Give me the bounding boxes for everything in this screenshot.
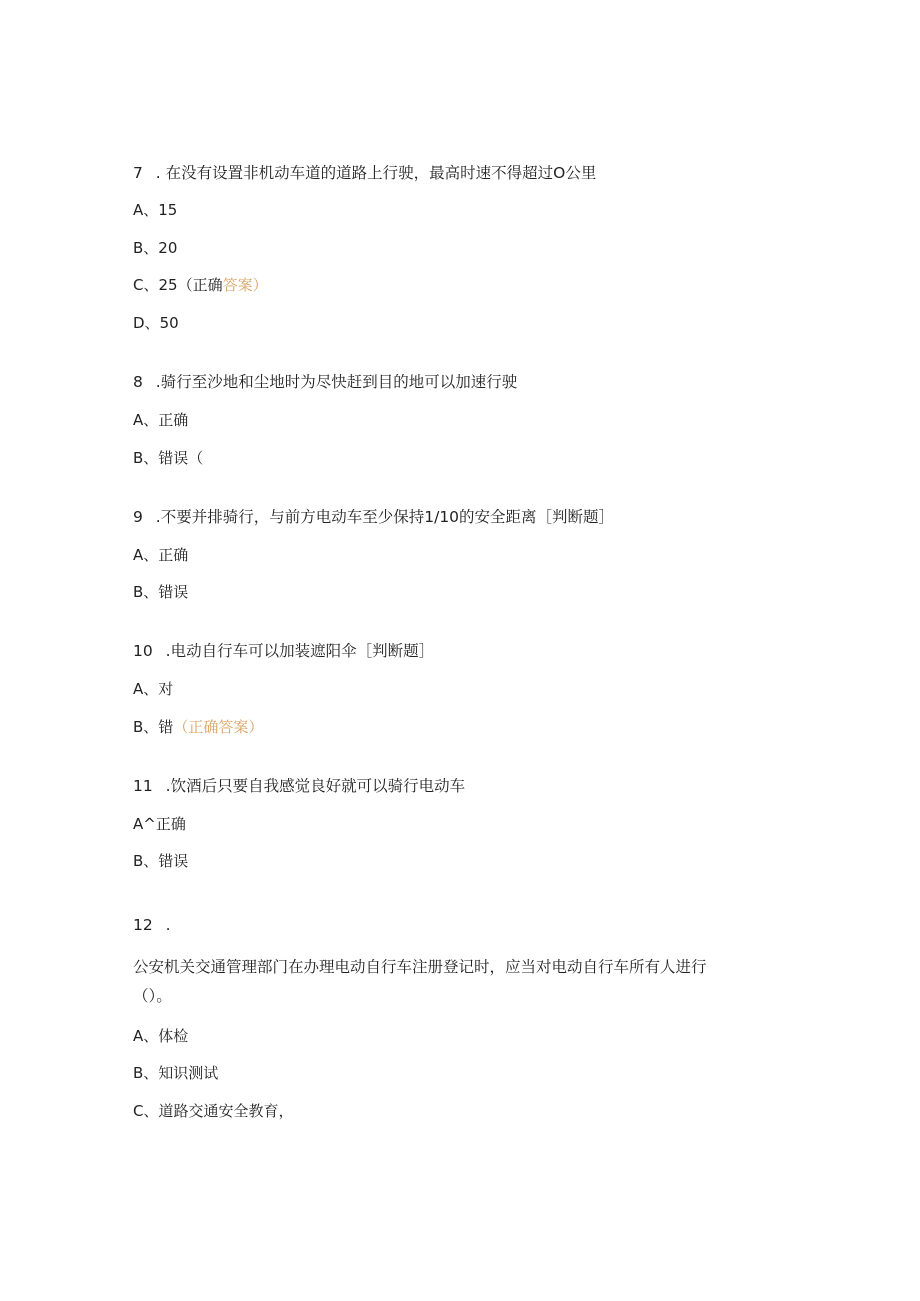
option-text: 正确 (158, 546, 189, 564)
option-label: B、 (133, 1064, 159, 1082)
question-text: 饮酒后只要自我感觉良好就可以骑行电动车 (170, 777, 466, 795)
question-12 (133, 915, 171, 935)
answer-paren-open: （ (177, 276, 193, 294)
option-text: 错 (158, 718, 174, 736)
option-c (133, 1101, 294, 1121)
question-number: 10 (133, 642, 153, 660)
option-label: D、 (133, 314, 160, 332)
option-label: C、 (133, 1102, 159, 1120)
question-number: 8 (133, 373, 143, 391)
option-label: A、 (133, 680, 159, 698)
question-text: 骑行至沙地和尘地时为尽快赶到目的地可以加速行驶 (160, 373, 518, 391)
option-label: B、 (133, 852, 159, 870)
option-d (133, 313, 179, 333)
question-separator: . (160, 777, 171, 795)
option-text: 错误（ (158, 449, 204, 467)
option-text: 20 (158, 239, 178, 257)
question-number: 11 (133, 777, 153, 795)
question-text-line2: （）。 (133, 987, 172, 1005)
option-a (133, 410, 188, 430)
question-separator: . (160, 642, 171, 660)
option-label: A、 (133, 1027, 159, 1045)
option-text: 道路交通安全教育， (158, 1102, 294, 1120)
option-a (133, 1026, 188, 1046)
option-b (133, 1063, 218, 1083)
question-text: 不要并排骑行，与前方电动车至少保持1/10的安全距离［判断题］ (160, 508, 615, 526)
question-separator: . (150, 164, 161, 182)
answer-mark: （正确答案） (173, 718, 264, 736)
question-text: 电动自行车可以加装遮阳伞［判断题］ (170, 642, 435, 660)
option-text: 对 (158, 680, 174, 698)
option-b (133, 582, 188, 602)
option-label: A^ (133, 815, 156, 833)
option-text: 50 (159, 314, 179, 332)
question-separator: . (160, 916, 171, 934)
option-text: 15 (158, 201, 178, 219)
option-text: 25 (158, 276, 178, 294)
question-10 (133, 641, 434, 661)
option-text: 错误 (158, 852, 189, 870)
option-c (133, 275, 268, 295)
answer-mark-part2: 答案） (222, 276, 268, 294)
option-label: B、 (133, 449, 159, 467)
option-text: 正确 (158, 411, 189, 429)
option-label: C、 (133, 276, 159, 294)
option-label: B、 (133, 239, 159, 257)
option-b (133, 238, 177, 258)
question-separator: . (150, 373, 161, 391)
option-a (133, 200, 177, 220)
option-label: A、 (133, 201, 159, 219)
option-text: 正确 (155, 815, 186, 833)
question-separator: . (150, 508, 161, 526)
question-11 (133, 776, 465, 796)
option-label: B、 (133, 583, 159, 601)
question-8 (133, 372, 517, 392)
question-text: 在没有设置非机动车道的道路上行驶，最高时速不得超过O公里 (165, 164, 597, 182)
question-9 (133, 507, 614, 527)
option-label: A、 (133, 546, 159, 564)
option-text: 知识测试 (158, 1064, 219, 1082)
question-number: 7 (133, 164, 143, 182)
option-text: 错误 (158, 583, 189, 601)
option-b (133, 717, 263, 737)
option-label: A、 (133, 411, 159, 429)
question-7 (133, 163, 596, 183)
question-number: 9 (133, 508, 143, 526)
option-label: B、 (133, 718, 159, 736)
answer-mark-part1: 正确 (192, 276, 223, 294)
option-a (133, 679, 173, 699)
option-text: 体检 (158, 1027, 189, 1045)
option-a (133, 545, 188, 565)
question-text-line1: 公安机关交通管理部门在办理电动自行车注册登记时，应当对电动自行车所有人进行 (133, 958, 707, 976)
option-a (133, 814, 186, 834)
question-number: 12 (133, 916, 153, 934)
option-b (133, 448, 203, 468)
option-b (133, 851, 188, 871)
